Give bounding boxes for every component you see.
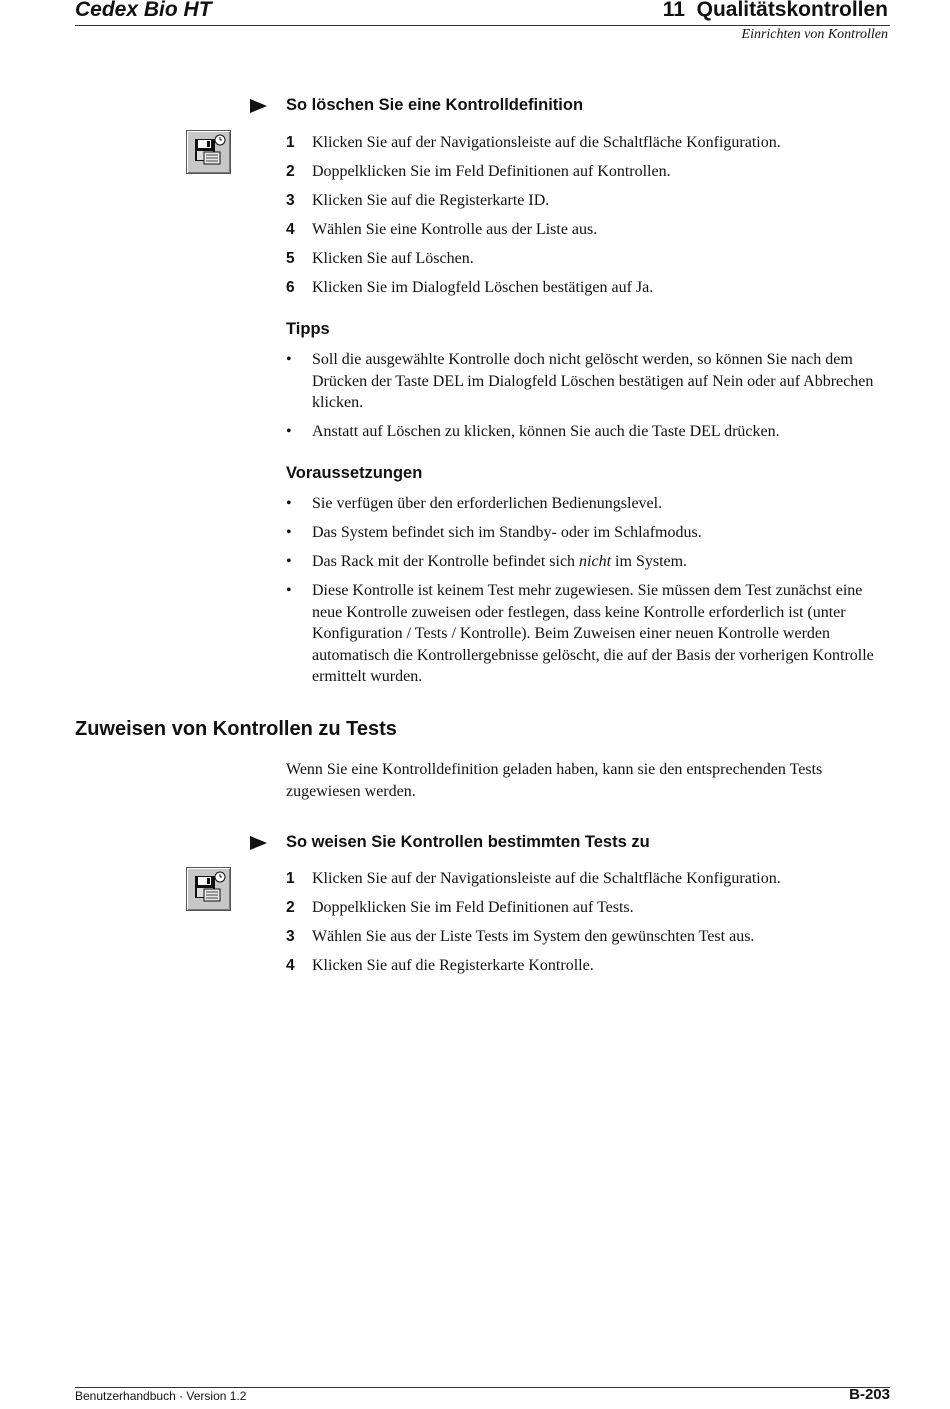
- prerequisite-emphasis: nicht: [579, 553, 612, 570]
- step-text: Klicken Sie auf der Navigationsleiste auf die Schaltfläche Konfiguration.: [312, 134, 781, 151]
- delete-procedure-title: So löschen Sie eine Kontrolldefinition: [286, 96, 584, 114]
- assign-section-title: Zuweisen von Kontrollen zu Tests: [75, 718, 397, 740]
- step-item: [286, 250, 781, 279]
- assign-procedure-title: So weisen Sie Kontrollen bestimmten Tests zu: [286, 833, 650, 851]
- document-product-title: Cedex Bio HT: [75, 0, 212, 21]
- assign-steps-list: [286, 870, 781, 986]
- step-item: [286, 221, 781, 250]
- prerequisite-item: [286, 551, 890, 573]
- prerequisite-item: • Diese Kontrolle ist keinem Test mehr zugewiesen. Sie müssen dem Test zunächst eine neue Kontrolle zuweisen oder festlegen, dass keine Kontrolle erforderlich ist (unter Konfiguration / Tests / Kontrolle). Beim Zuweisen einer neuen Kontrolle werden automatisch die Kontrollergebnisse gelöscht, die auf der Basis der vorherigen Kontrolle ermittelt wurden.: [286, 580, 890, 688]
- prerequisite-item: • Sie verfügen über den erforderlichen Bedienungslevel.: [286, 493, 890, 515]
- header-rule: [75, 25, 890, 26]
- tips-list: [286, 349, 890, 450]
- section-subtitle: Einrichten von Kontrollen: [741, 27, 888, 42]
- step-text: Wählen Sie aus der Liste Tests im System den gewünschten Test aus.: [312, 928, 755, 945]
- delete-steps-list: [286, 134, 781, 308]
- step-number: 1: [286, 870, 295, 887]
- step-item: [286, 279, 781, 308]
- assign-section-intro: Wenn Sie eine Kontrolldefinition geladen haben, kann sie den entsprechenden Tests zugewiesen werden.: [286, 761, 823, 800]
- prerequisite-item: • Das System befindet sich im Standby- oder im Schlafmodus.: [286, 522, 890, 544]
- step-text: Klicken Sie auf die Registerkarte ID.: [312, 192, 550, 209]
- step-text: Klicken Sie im Dialogfeld Löschen bestätigen auf Ja.: [312, 279, 654, 296]
- step-text: Doppelklicken Sie im Feld Definitionen auf Kontrollen.: [312, 163, 671, 180]
- step-number: 6: [286, 279, 295, 296]
- assign-procedure-heading: [250, 833, 650, 852]
- step-number: 3: [286, 928, 295, 945]
- floppy-disk-save-icon: [186, 867, 231, 911]
- step-number: 2: [286, 163, 295, 180]
- step-item: [286, 163, 781, 192]
- prerequisites-heading: Voraussetzungen: [286, 464, 423, 482]
- step-number: 5: [286, 250, 295, 267]
- footer-rule: [75, 1387, 890, 1388]
- page-number: B-203: [849, 1386, 890, 1403]
- step-number: 2: [286, 899, 295, 916]
- step-item: [286, 957, 781, 986]
- step-number: 4: [286, 957, 295, 974]
- step-number: 3: [286, 192, 295, 209]
- prerequisites-list: [286, 493, 890, 695]
- step-text: Klicken Sie auf die Registerkarte Kontrolle.: [312, 957, 594, 974]
- tips-heading: Tipps: [286, 320, 330, 338]
- step-text: Klicken Sie auf der Navigationsleiste auf die Schaltfläche Konfiguration.: [312, 870, 781, 887]
- floppy-disk-save-icon: [186, 130, 231, 174]
- prerequisite-text: im System.: [611, 553, 688, 570]
- delete-procedure-heading: [250, 96, 583, 115]
- step-number: 1: [286, 134, 295, 151]
- step-text: Klicken Sie auf Löschen.: [312, 250, 474, 267]
- step-item: [286, 134, 781, 163]
- footer-manual-version: Benutzerhandbuch · Version 1.2: [75, 1389, 247, 1403]
- step-number: 4: [286, 221, 295, 238]
- step-text: Wählen Sie eine Kontrolle aus der Liste aus.: [312, 221, 598, 238]
- procedure-arrow-icon: [250, 99, 267, 113]
- tip-item: • Anstatt auf Löschen zu klicken, können Sie auch die Taste DEL drücken.: [286, 421, 890, 443]
- step-item: [286, 870, 781, 899]
- chapter-title: 11 Qualitätskontrollen: [662, 0, 888, 21]
- prerequisite-text: Das Rack mit der Kontrolle befindet sich: [312, 553, 580, 570]
- step-item: [286, 899, 781, 928]
- step-item: [286, 192, 781, 221]
- step-text: Doppelklicken Sie im Feld Definitionen auf Tests.: [312, 899, 634, 916]
- procedure-arrow-icon: [250, 836, 267, 850]
- step-item: [286, 928, 781, 957]
- tip-item: • Soll die ausgewählte Kontrolle doch nicht gelöscht werden, so können Sie nach dem Drücken der Taste DEL im Dialogfeld Löschen bestätigen auf Nein oder auf Abbrechen klicken.: [286, 349, 890, 414]
